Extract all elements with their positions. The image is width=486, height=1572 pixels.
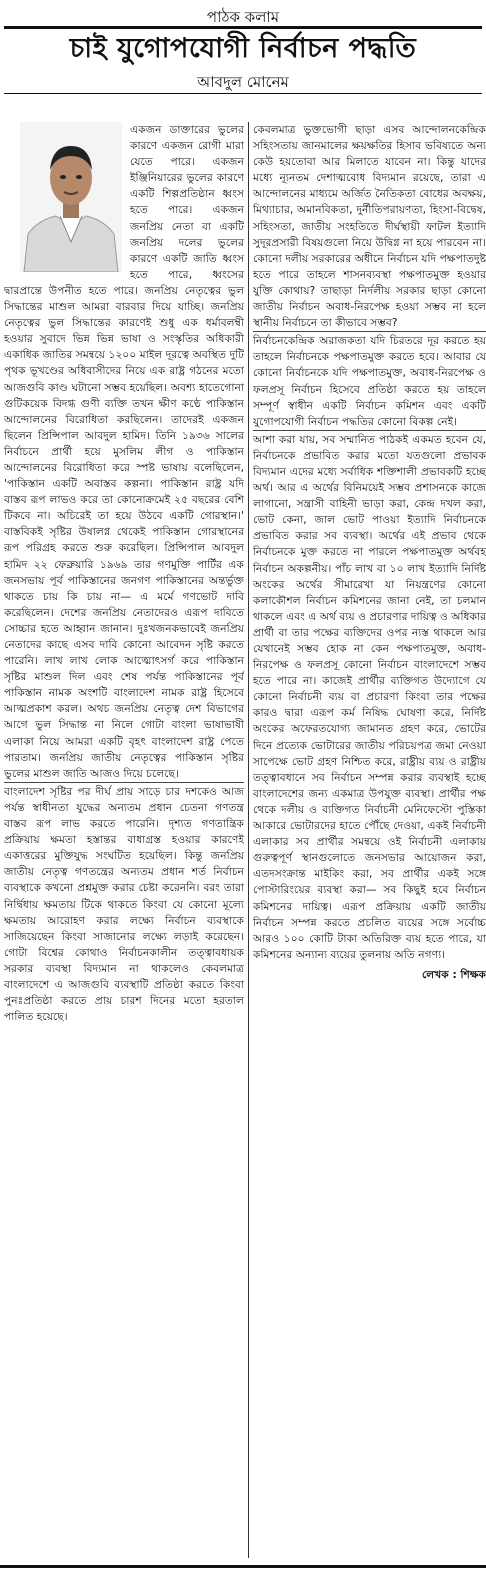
bottom-rule xyxy=(0,1565,486,1568)
byline: লেখক : শিক্ষক xyxy=(421,967,486,981)
paragraph: আশা করা যায়, সব সম্মানিত পাঠকই একমত হবেন যে, নির্বাচনকে প্রভাবিত করার মতো যতগুলো প্রভাবক বিদ্যমান এদের মধ্যে সর্বাধিক শক্তিশালী প্রভাবকটি হচ্ছে অর্থ। আর এ অর্থের বিনিময়েই সম্ভব প্রশাসনকে কাজে লাগানো, সন্ত্রাসী বাহিনী ভাড়া করা, কেন্দ্র দখল করা, ভোট কেনা, জাল ভোট পাওয়া ইত্যাদি নির্বাচনকে প্রভাবিত করার সব ব্যবস্থা। অর্থের এই প্রভাব থেকে নির্বাচনকে মুক্ত করতে না পারলে পক্ষপাতমুক্ত অর্থবহ নির্বাচন অকল্পনীয়। পাঁচ লাখ বা ১০ লাখ ইত্যাদি নির্দিষ্ট অংকের অর্থের সীমারেখা যা নিয়ন্ত্রণের কোনো কলাকৌশল নির্বাচন কমিশনের জানা নেই, তা চলমান থাকলে এবং এ অর্থ ব্যয় ও প্রচারণার দায়িত্ব ও অধিকার প্রার্থী বা তার পক্ষের ব্যক্তিদের ওপর ন্যস্ত থাকলে আর যেখানেই সম্ভব হোক না কেন পক্ষপাতমুক্ত, অবাধ-নিরপেক্ষ ও ফলপ্রসূ কোনো নির্বাচন বাংলাদেশে সম্ভব হতে পারে না। কাজেই প্রার্থীর ব্যক্তিগত উদ্যোগে যে কোনো নির্বাচনী ব্যয় বা প্রচারণা কিংবা তার পক্ষের কারও দ্বারা এরূপ কর্ম নিষিদ্ধ ঘোষণা করে, নির্দিষ্ট অংকের অফেরতযোগ্য জামানত গ্রহণ করে, ভোটের দিনে প্রত্যেক ভোটারের জাতীয় পরিচয়পত্র জমা নেওয়া সাপেক্ষে ভোট গ্রহণ নিশ্চিত করে, রাষ্ট্রীয় ব্যয় ও রাষ্ট্রীয় তত্ত্বাবধানে সব নির্বাচন সম্পন্ন করার ব্যবস্থাই হচ্ছে বাংলাদেশের জন্য একমাত্র উপযুক্ত ব্যবস্থা। প্রার্থীর পক্ষ থেকে দলীয় ও ব্যক্তিগত নির্বাচনী মেনিফেস্টো পুস্তিকা আকারে ভোটারদের হাতে পৌঁছে দেওয়া, একই নির্বাচনী এলাকার সব প্রার্থীর সমন্বয়ে ওই নির্বাচনী এলাকায় গুরুত্বপূর্ণ স্থানগুলোতে জনসভার আয়োজন করা, এতদসংক্রান্ত মাইকিং করা, সব প্রার্থীর একই সঙ্গে পোস্টারিংয়ের ব্যবস্থা করা— সব কিছুই হবে নির্বাচন কমিশনের দায়িত্ব। এরূপ প্রক্রিয়ায় একটি জাতীয় নির্বাচন সম্পন্ন করতে প্রচলিত ব্যয়ের সঙ্গে সর্বোচ্চ আরও ১০০ কোটি টাকা অতিরিক্ত ব্যয় হতে পারে, যা কমিশনের অন্যান্য ব্যয়ের তুলনায় অতি নগণ্য। xyxy=(253,430,486,963)
paragraph: একজন ডাক্তারের ভুলের কারণে একজন রোগী মারা যেতে পারে। একজন ইঞ্জিনিয়ারের ভুলের কারণে একটি শিল্পপ্রতিষ্ঠান ধ্বংস হতে পারে। একজন জনপ্রিয় নেতা বা একটি জনপ্রিয় দলের ভুলের কারণে একটি জাতি ধ্বংস হতে পারে, ধ্বংসের দ্বারপ্রান্তে উপনীত হতে পারে। জনপ্রিয় নেতৃত্বের ভুল সিদ্ধান্তের মাশুল আমরা বারবার দিয়ে যাচ্ছি। জনপ্রিয় নেতৃত্বের ভুল সিদ্ধান্তের কারণেই শুধু এক ধর্মাবলম্বী হওয়ার সুবাদে ভিন্ন ভিন্ন ভাষা ও সংস্কৃতির অধিকারী একাধিক জাতির সমন্বয়ে ১২০০ মাইল দূরত্বে অবস্থিত দুটি পৃথক ভূখণ্ডের অধিবাসীদের নিয়ে এক রাষ্ট্র গঠনের মতো আজগুবি কাণ্ড ঘটানো সম্ভব হয়েছিল। অবশ্য হাতেগোনা গুটিকয়েক বিদগ্ধ গুণী ব্যক্তি তখন ক্ষীণ কণ্ঠে পাকিস্তান আন্দোলনের বিরোধিতা করছিলেন। তাদেরই একজন ছিলেন প্রিন্সিপাল আবদুল হামিদ। তিনি ১৯৩৬ সালের নির্বাচনে প্রার্থী হয়ে মুসলিম লীগ ও পাকিস্তান আন্দোলনের বিরোধিতা করে স্পষ্ট ভাষায় বলেছিলেন, 'পাকিস্তান একটি অবাস্তব কল্পনা। পাকিস্তান রাষ্ট্র যদি বাস্তব রূপ লাভও করে তা কোনোক্রমেই ২৫ বছরের বেশি টিকবে না। অচিরেই তা হয়ে উঠবে একটি গোরস্থান।' বাস্তবিকই সৃষ্টির উষালগ্ন থেকেই পাকিস্তান গোরস্থানের রূপ পরিগ্রহ করতে শুরু করেছিল। প্রিন্সিপাল আবদুল হামিদ ২২ ফেব্রুয়ারি ১৯৬৯ তার গণমুক্তি পার্টির এক জনসভায় পূর্ব পাকিস্তানের জনগণ পাকিস্তানের অন্তর্ভুক্ত থাকতে চায় কি চায় না— এ মর্মে গণভোট দাবি করেছিলেন। দেশের জনপ্রিয় নেতাদেরও এরূপ দাবিতে সোচ্চার হতে আহ্বান জানান। দুঃখজনকভাবেই জনপ্রিয় নেতাদের কাছে এসব দাবি কোনো আবেদন সৃষ্টি করতে পারেনি। লাখ লাখ লোক আত্মোৎসর্গ করে পাকিস্তান সৃষ্টির মাশুল দিল এবং শেষ পর্যন্ত পাকিস্তানের পূর্ব পাকিস্তান নামক অংশটি বাংলাদেশ নামক রাষ্ট্র হিসেবে আত্মপ্রকাশ করল। অথচ জনপ্রিয় নেতৃত্ব দেশ বিভাগের আগে ভুল সিদ্ধান্ত না নিলে গোটা বাংলা ভাষাভাষী এলাকা নিয়ে আমরা একটি বৃহৎ বাংলাদেশ রাষ্ট্র পেতে পারতাম। জনপ্রিয় জাতীয় নেতৃত্বের পাকিস্তান সৃষ্টির ভুলের মাশুল জাতি আজও দিয়ে চলেছে। xyxy=(4,123,244,780)
author-name: আবদুল মোনেম xyxy=(197,73,289,91)
section-label: পাঠক কলাম xyxy=(206,8,280,26)
column-divider xyxy=(248,122,249,1558)
paragraph: কেবলমাত্র ভুক্তভোগী ছাড়া এসব আন্দোলনকেন্দ্রিক সহিংসতায় জানমালের ক্ষয়ক্ষতির হিসাব ভবিষ্যতে অন্য কেউ হয়তোবা আর মিলাতে যাবেন না। কিন্তু যাদের মধ্যে ন্যূনতম দেশাত্মবোধ বিদ্যমান রয়েছে, তারা এ আন্দোলনের মাধ্যমে অর্জিত নৈতিকতা বোধের অবক্ষয়, মিথ্যাচার, অমানবিকতা, দুর্নীতিপরায়ণতা, হিংসা-বিদ্বেষ, সহিংসতা, জাতীয় সংহতিতে দীর্ঘস্থায়ী ফাটল ইত্যাদি সুদূরপ্রসারী বিষয়গুলো নিয়ে উদ্বিগ্ন না হয়ে পারবেন না। কোনো দলীয় সরকারের অধীনে নির্বাচন যদি পক্ষপাতদুষ্ট হতে পারে তাহলে শাসনব্যবস্থা পক্ষপাতমুক্ত হওয়ার যুক্তি কোথায়? তাছাড়া নির্দলীয় সরকার ছাড়া কোনো জাতীয় নির্বাচন অবাধ-নিরপেক্ষ হওয়া সম্ভব না হলে স্থানীয় নির্বাচনে তা কীভাবে সম্ভব? xyxy=(253,123,486,330)
article-body xyxy=(4,122,486,1558)
headline: চাই যুগোপযোগী নির্বাচন পদ্ধতি xyxy=(69,33,417,64)
author-rule xyxy=(4,93,482,94)
column-right xyxy=(253,122,486,1558)
column-left xyxy=(4,122,244,1558)
author-portrait-image xyxy=(20,122,122,272)
paragraph: নির্বাচনকেন্দ্রিক অরাজকতা যদি চিরতরে দূর করতে হয় তাহলে নির্বাচনকে পক্ষপাতমুক্ত করতে হবে। আবার যে কোনো নির্বাচনকে যদি পক্ষপাতমুক্ত, অবাধ-নিরপেক্ষ ও ফলপ্রসূ নির্বাচন হিসেবে প্রতিষ্ঠা করতে হয় তাহলে সম্পূর্ণ স্বাধীন একটি নির্বাচন কমিশন এবং একটি যুগোপযোগী নির্বাচন পদ্ধতির কোনো বিকল্প নেই। xyxy=(253,331,486,430)
author-photo xyxy=(20,122,122,272)
paragraph: বাংলাদেশ সৃষ্টির পর দীর্ঘ প্রায় সাড়ে চার দশকেও আজ পর্যন্ত স্বাধীনতা যুদ্ধের অন্যতম প্রধান চেতনা গণতন্ত্র বাস্তব রূপ লাভ করতে পারেনি। দৃশ্যত গণতান্ত্রিক প্রক্রিয়ায় ক্ষমতা হস্তান্তর বাধাগ্রস্ত হওয়ার কারণেই একাত্তরের মুক্তিযুদ্ধ সংঘটিত হয়েছিল। কিন্তু জনপ্রিয় জাতীয় নেতৃত্ব গণতন্ত্রের অন্যতম প্রধান শর্ত নির্বাচন ব্যবস্থাকে কখনো প্রশ্নমুক্ত করার চেষ্টা করেননি। বরং তারা নির্দ্বিধায় ক্ষমতায় টিকে থাকতে কিংবা যে কোনো মূল্যে ক্ষমতায় আরোহণ করার লক্ষ্যে নির্বাচন ব্যবস্থাকে সাজিয়েছেন কিংবা সাজানোর লক্ষ্যে লড়াই করেছেন। গোটা বিশ্বের কোথাও নির্বাচনকালীন তত্ত্বাবধায়ক সরকার ব্যবস্থা বিদ্যমান না থাকলেও কেবলমাত্র বাংলাদেশে এ আজগুবি ব্যবস্থাটি প্রতিষ্ঠা করতে কিংবা পুনঃপ্রতিষ্ঠা করতে প্রায় চারশ দিনের মতো হরতাল পালিত হয়েছে। xyxy=(4,782,244,1025)
